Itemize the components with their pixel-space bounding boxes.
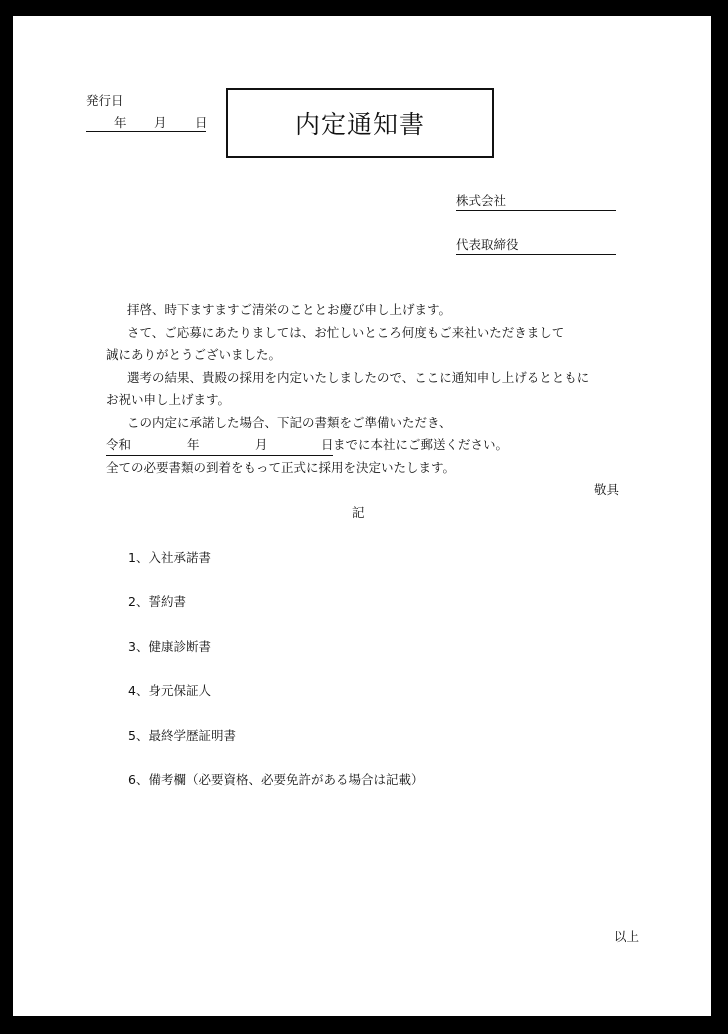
body-line: お祝い申し上げます。 xyxy=(106,392,231,407)
issue-date-label: 発行日 xyxy=(86,93,124,108)
issue-year-label: 年 xyxy=(114,115,127,130)
body-line: 全ての必要書類の到着をもって正式に採用を決定いたします。 xyxy=(106,459,456,475)
body-line: 拝啓、時下ますますご清栄のこととお慶び申し上げます。 xyxy=(127,302,452,317)
deadline-rest: までに本社にご郵送ください。 xyxy=(333,437,509,452)
deadline-date-field xyxy=(106,434,333,456)
issue-month-label: 月 xyxy=(154,115,167,130)
document-page xyxy=(13,16,711,1016)
body-line: この内定に承諾した場合、下記の書類をご準備いただき、 xyxy=(127,414,452,430)
list-item: 2、誓約書 xyxy=(128,594,186,609)
body-line: 選考の結果、貴殿の採用を内定いたしましたので、ここに通知申し上げるとともに xyxy=(127,369,590,385)
representative-field: 代表取締役 xyxy=(456,237,616,255)
deadline-line xyxy=(106,434,646,457)
letter-body xyxy=(106,299,646,479)
deadline-year: 年 xyxy=(187,437,200,452)
ki-heading: 記 xyxy=(352,505,365,520)
deadline-day: 日 xyxy=(321,437,334,452)
list-item: 6、備考欄（必要資格、必要免許がある場合は記載） xyxy=(128,772,424,787)
list-item: 1、入社承諾書 xyxy=(128,550,211,565)
list-item: 3、健康診断書 xyxy=(128,639,211,654)
body-line: 誠にありがとうございました。 xyxy=(106,347,282,362)
issue-day-label: 日 xyxy=(195,115,208,130)
list-item: 4、身元保証人 xyxy=(128,683,211,698)
list-item: 5、最終学歴証明書 xyxy=(128,728,236,743)
document-title: 内定通知書 xyxy=(226,88,494,158)
deadline-era: 令和 xyxy=(106,437,132,452)
company-name-field: 株式会社 xyxy=(456,193,616,211)
issue-date-field xyxy=(86,115,206,132)
deadline-month: 月 xyxy=(255,437,268,452)
body-line: さて、ご応募にあたりましては、お忙しいところ何度もご来社いただきまして xyxy=(127,324,565,340)
end-mark: 以上 xyxy=(614,929,640,944)
closing-keigu: 敬具 xyxy=(594,482,620,497)
